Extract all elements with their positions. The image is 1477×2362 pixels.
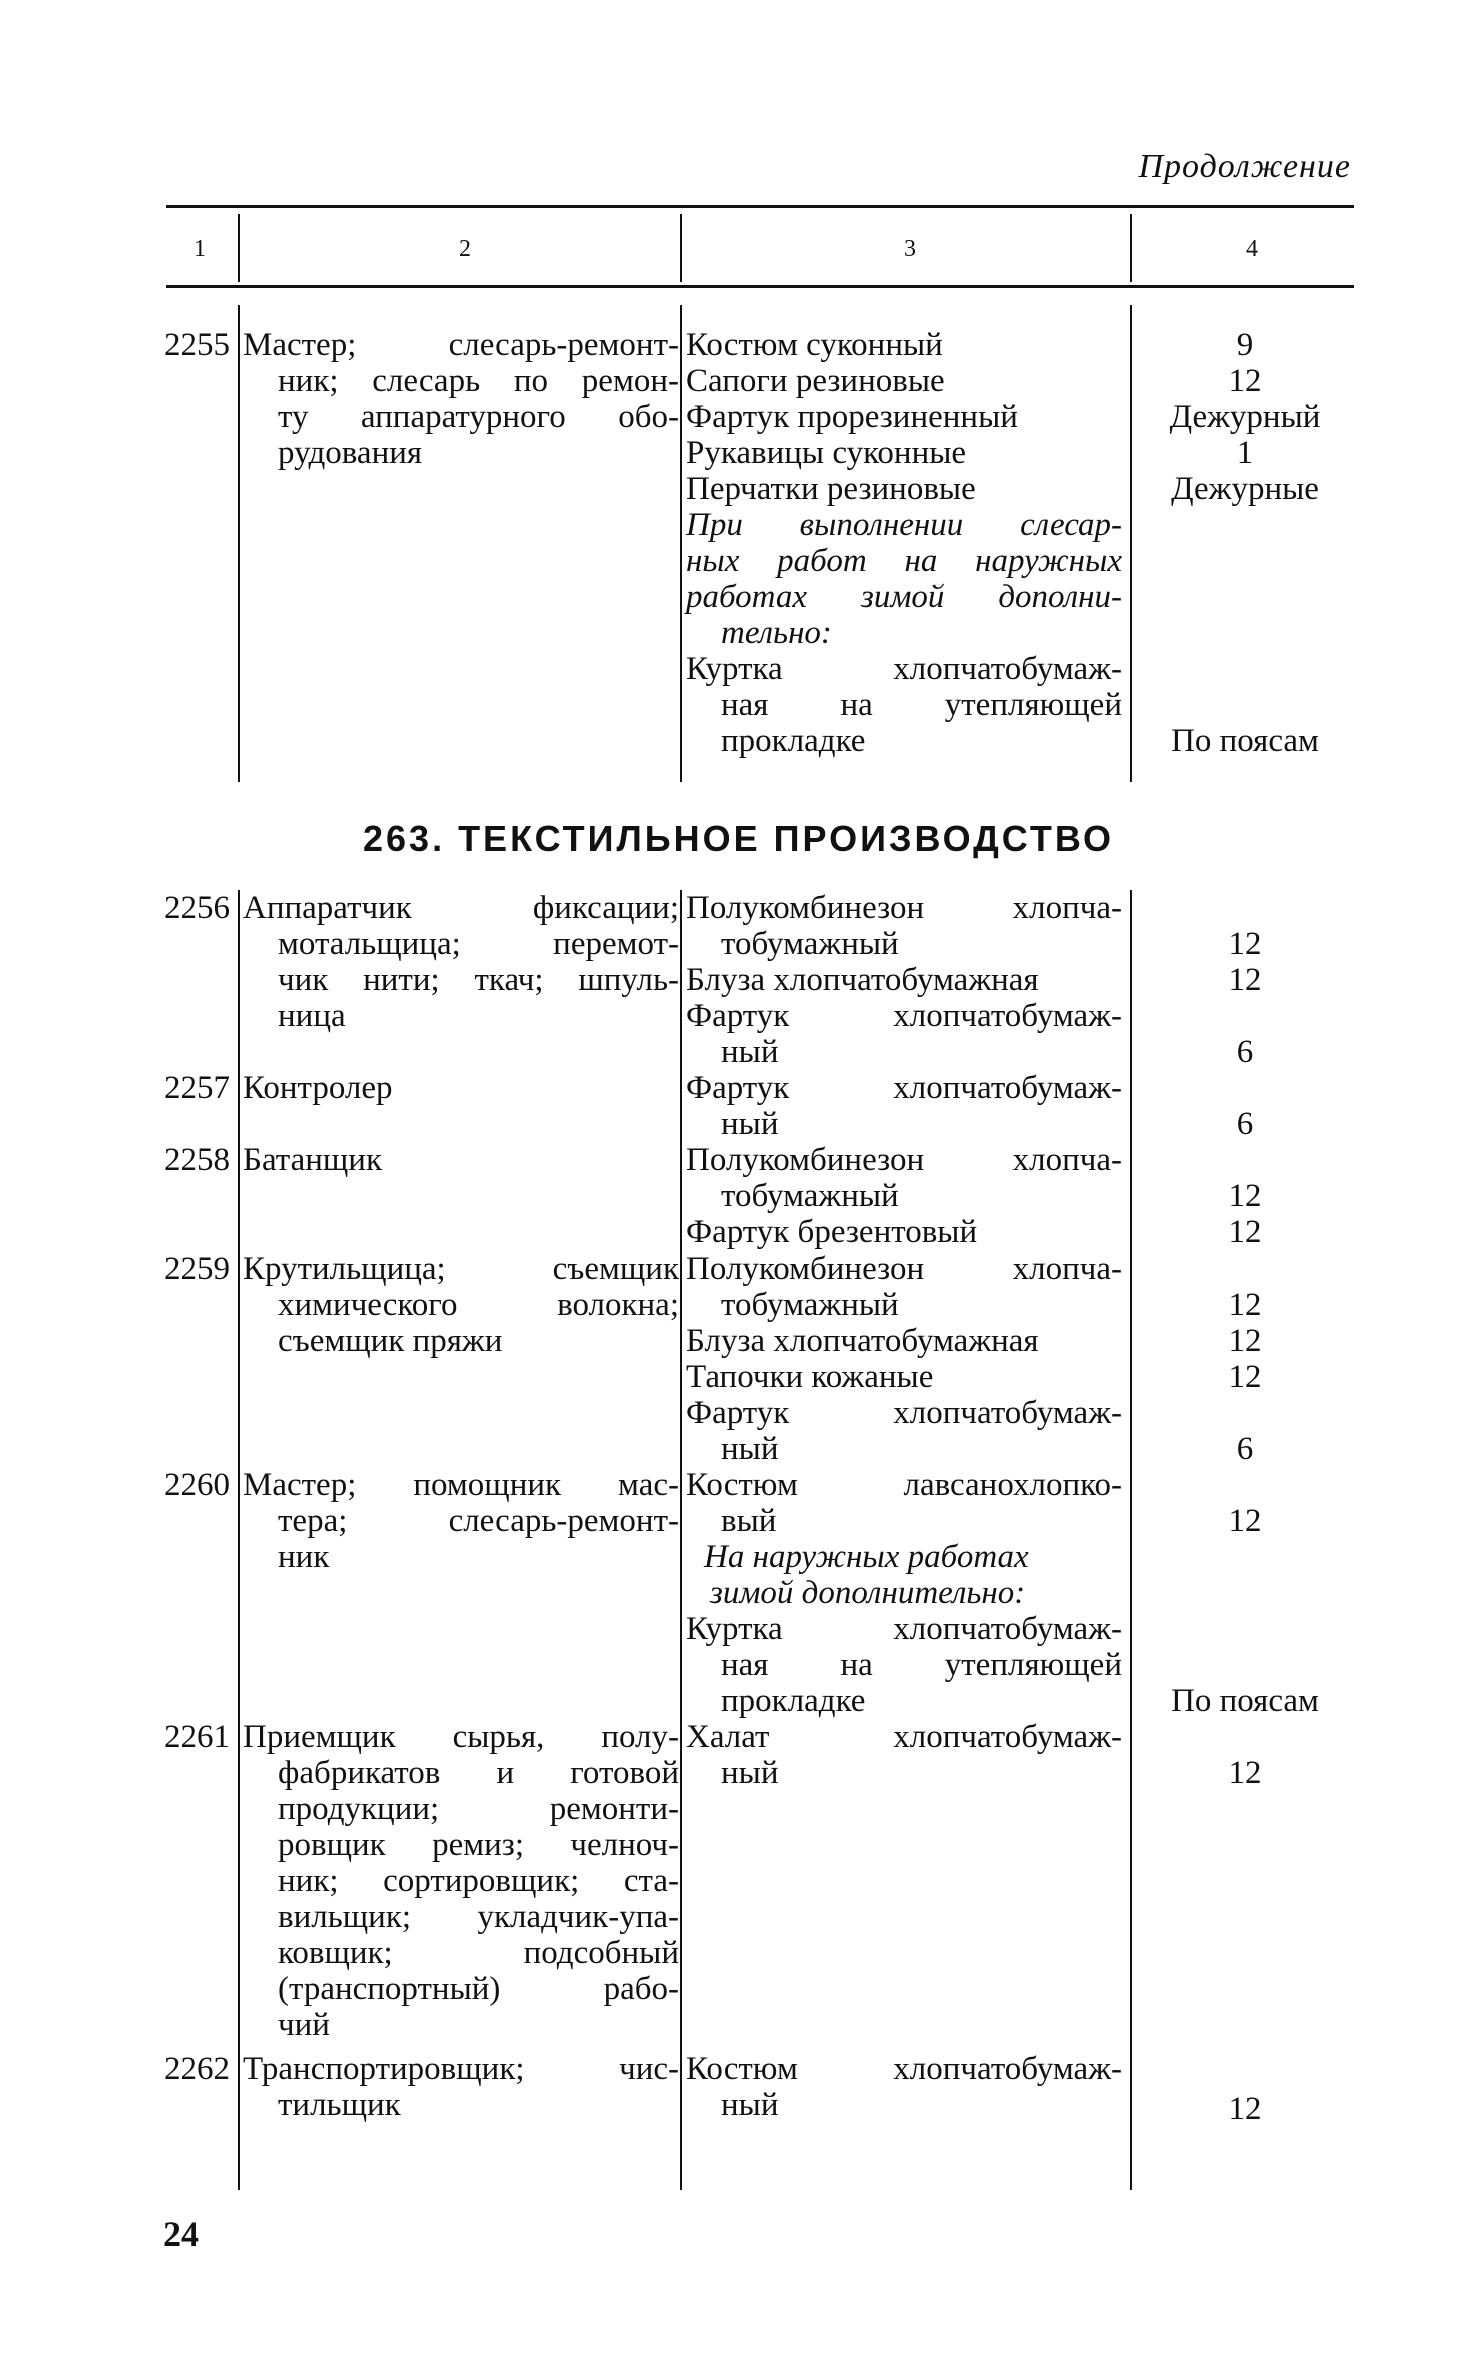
clothing-item: Тапочки кожаные (686, 1359, 934, 1395)
clothing-item: ный (721, 1755, 779, 1791)
row-number: 2261 (164, 1719, 230, 1755)
wear-term: Дежурный (1169, 399, 1321, 435)
clothing-item: ная на утепляющей (721, 687, 1122, 723)
clothing-item: Полукомбинезон хлопча- (686, 1251, 1122, 1287)
occupation-line: съемщик пряжи (278, 1323, 503, 1359)
occupation-line: (транспортный) рабо- (278, 1971, 679, 2007)
occupation-line: рудования (278, 435, 423, 471)
occupation-cell (243, 1719, 679, 2043)
wear-term: 6 (1236, 1034, 1254, 1070)
column-number-1: 1 (194, 236, 206, 262)
clothing-cell (686, 1719, 1122, 1791)
wear-term: 6 (1236, 1106, 1254, 1142)
table-top-rule (166, 205, 1354, 208)
occupation-cell (243, 2051, 679, 2123)
occupation-line: чик нити; ткач; шпуль- (278, 962, 679, 998)
clothing-cell (686, 1142, 1122, 1250)
occupation-line: Мастер; помощник мас- (243, 1467, 679, 1503)
clothing-cell (686, 327, 1122, 759)
header-divider-1 (238, 214, 240, 282)
wear-term: 12 (1228, 926, 1262, 962)
clothing-item: Куртка хлопчатобумаж- (686, 651, 1122, 687)
column-number-2: 2 (459, 236, 471, 262)
wear-term: 12 (1228, 1214, 1262, 1250)
clothing-item: ный (721, 1106, 779, 1142)
occupation-line: Мастер; слесарь-ремонт- (243, 327, 679, 363)
clothing-item: Костюм лавсанохлопко- (686, 1467, 1122, 1503)
occupation-line: ник (278, 1539, 330, 1575)
table-header-rule (166, 285, 1354, 288)
clothing-item: Полукомбинезон хлопча- (686, 1142, 1122, 1178)
clothing-note: На наружных работах (704, 1539, 1029, 1575)
clothing-item: ный (721, 2087, 779, 2123)
wear-term: 12 (1228, 1359, 1262, 1395)
clothing-item: Костюм суконный (686, 327, 943, 363)
occupation-line: Приемщик сырья, полу- (243, 1719, 679, 1755)
clothing-note: зимой дополнительно: (710, 1575, 1026, 1611)
row-number: 2259 (164, 1251, 230, 1287)
occupation-line: химического волокна; (278, 1287, 679, 1323)
clothing-item: Полукомбинезон хлопча- (686, 890, 1122, 926)
clothing-item: Куртка хлопчатобумаж- (686, 1611, 1122, 1647)
clothing-item: ная на утепляющей (721, 1647, 1122, 1683)
occupation-line: Транспортировщик; чис- (243, 2051, 679, 2087)
wear-term: 12 (1228, 1755, 1262, 1791)
occupation-line: ница (278, 998, 346, 1034)
clothing-item: Фартук прорезиненный (686, 399, 1018, 435)
column-number-3: 3 (904, 236, 916, 262)
occupation-line: ник; слесарь по ремон- (278, 363, 679, 399)
occupation-line: ровщик ремиз; челноч- (278, 1827, 679, 1863)
occupation-cell (243, 890, 679, 1034)
clothing-item: вый (721, 1503, 777, 1539)
clothing-item: Халат хлопчатобумаж- (686, 1719, 1122, 1755)
clothing-item: тобумажный (721, 926, 899, 962)
column-divider-1-upper (238, 305, 240, 782)
clothing-item: прокладке (721, 723, 866, 759)
column-number-4: 4 (1246, 236, 1258, 262)
clothing-item: прокладке (721, 1683, 866, 1719)
wear-term: Дежурные (1171, 471, 1319, 507)
section-title: 263. ТЕКСТИЛЬНОЕ ПРОИЗВОДСТВО (363, 818, 1114, 859)
row-number: 2260 (164, 1467, 230, 1503)
clothing-cell (686, 1070, 1122, 1142)
occupation-line: чий (278, 2007, 330, 2043)
occupation-cell (243, 327, 679, 471)
clothing-cell (686, 1467, 1122, 1719)
wear-term: 12 (1228, 2091, 1262, 2127)
wear-term: 1 (1236, 435, 1254, 471)
occupation-line: ту аппаратурного обо- (278, 399, 679, 435)
occupation-line: вильщик; укладчик-упа- (278, 1899, 679, 1935)
header-divider-2 (680, 214, 682, 282)
wear-term: 12 (1228, 1503, 1262, 1539)
occupation-cell (243, 1070, 679, 1106)
occupation-line: Контролер (243, 1070, 393, 1106)
occupation-line: мотальщица; перемот- (278, 926, 679, 962)
clothing-item: Фартук хлопчатобумаж- (686, 1070, 1122, 1106)
wear-term: По поясам (1171, 723, 1319, 759)
wear-term: 12 (1228, 363, 1262, 399)
clothing-item: Костюм хлопчатобумаж- (686, 2051, 1122, 2087)
page-number: 24 (163, 2214, 199, 2254)
column-divider-2-upper (680, 305, 682, 782)
clothing-item: Блуза хлопчатобумажная (686, 1323, 1039, 1359)
column-divider-1-lower (238, 890, 240, 2190)
occupation-cell (243, 1467, 679, 1575)
row-number: 2262 (164, 2051, 230, 2087)
clothing-cell (686, 2051, 1122, 2123)
occupation-line: Аппаратчик фиксации; (243, 890, 679, 926)
wear-term: 12 (1228, 1287, 1262, 1323)
occupation-line: тильщик (278, 2087, 401, 2123)
clothing-item: тобумажный (721, 1178, 899, 1214)
occupation-cell (243, 1251, 679, 1359)
clothing-note: ных работ на наружных (686, 543, 1122, 579)
clothing-item: Фартук брезентовый (686, 1214, 978, 1250)
continuation-label: Продолжение (1138, 148, 1351, 185)
wear-term: 6 (1236, 1431, 1254, 1467)
row-number: 2257 (164, 1070, 230, 1106)
clothing-item: Фартук хлопчатобумаж- (686, 998, 1122, 1034)
occupation-line: фабрикатов и готовой (278, 1755, 679, 1791)
clothing-note: При выполнении слесар- (686, 507, 1122, 543)
clothing-item: ный (721, 1034, 779, 1070)
wear-term: 12 (1228, 962, 1262, 998)
column-divider-3-upper (1130, 305, 1132, 782)
occupation-cell (243, 1142, 679, 1178)
occupation-line: Батанщик (243, 1142, 382, 1178)
clothing-item: Рукавицы суконные (686, 435, 967, 471)
wear-term: По поясам (1171, 1683, 1319, 1719)
column-divider-3-lower (1130, 890, 1132, 2190)
occupation-line: ковщик; подсобный (278, 1935, 679, 1971)
clothing-cell (686, 1251, 1122, 1467)
occupation-line: тера; слесарь-ремонт- (278, 1503, 679, 1539)
clothing-cell (686, 890, 1122, 1070)
wear-term: 9 (1236, 327, 1254, 363)
row-number: 2256 (164, 890, 230, 926)
clothing-note: работах зимой дополни- (686, 579, 1122, 615)
occupation-line: Крутильщица; съемщик (243, 1251, 679, 1287)
clothing-item: Сапоги резиновые (686, 363, 945, 399)
clothing-item: Перчатки резиновые (686, 471, 976, 507)
header-divider-3 (1130, 214, 1132, 282)
row-number: 2258 (164, 1142, 230, 1178)
clothing-item: Фартук хлопчатобумаж- (686, 1395, 1122, 1431)
column-divider-2-lower (680, 890, 682, 2190)
occupation-line: продукции; ремонти- (278, 1791, 679, 1827)
clothing-item: тобумажный (721, 1287, 899, 1323)
clothing-item: Блуза хлопчатобумажная (686, 962, 1039, 998)
occupation-line: ник; сортировщик; ста- (278, 1863, 679, 1899)
clothing-note: тельно: (721, 615, 832, 651)
row-number: 2255 (164, 327, 230, 363)
wear-term: 12 (1228, 1323, 1262, 1359)
clothing-item: ный (721, 1431, 779, 1467)
wear-term: 12 (1228, 1178, 1262, 1214)
